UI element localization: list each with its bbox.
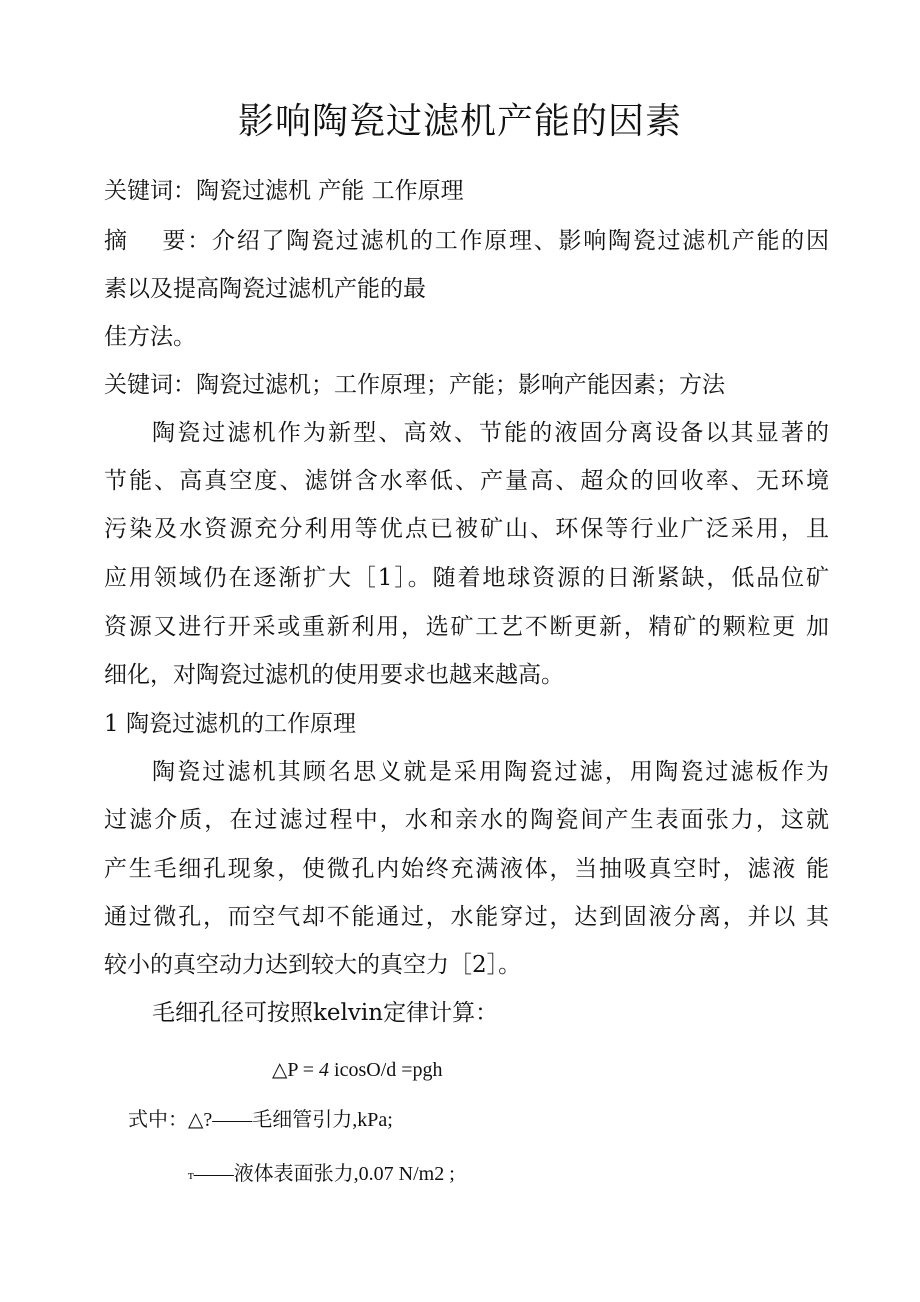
kelvin-line: 毛细孔径可按照kelvin定律计算： [152, 1000, 499, 1026]
tau-definition-text: ——液体表面张力,0.07 N/m2 ; [193, 1163, 455, 1185]
abstract-line-2: 素以及提高陶瓷过滤机产能的最 [104, 276, 426, 302]
intro-line: 资源又进行开采或重新利用，选矿工艺不断更新，精矿的颗粒更 加 [104, 614, 829, 640]
formula-part: 4 [319, 1059, 330, 1081]
abstract-line-1: 摘 要：介绍了陶瓷过滤机的工作原理、影响陶瓷过滤机产能的因 [104, 228, 829, 254]
keywords-line-2: 关键词：陶瓷过滤机；工作原理；产能；影响产能因素；方法 [104, 372, 725, 398]
document-title: 影响陶瓷过滤机产能的因素 [237, 101, 682, 142]
keywords-line-1: 关键词：陶瓷过滤机 产能 工作原理 [104, 178, 464, 204]
intro-line: 节能、高真空度、滤饼含水率低、产量高、超众的回收率、无环境 [104, 468, 829, 494]
formula-where-line: 式中：△?——毛细管引力,kPa; [128, 1109, 393, 1131]
section-line: 过滤介质，在过滤过程中，水和亲水的陶瓷间产生表面张力，这就 [104, 807, 829, 833]
abstract-line-3: 佳方法。 [104, 324, 196, 350]
intro-line: 细化，对陶瓷过滤机的使用要求也越来越高。 [104, 662, 564, 688]
section-line: 产生毛细孔现象，使微孔内始终充满液体，当抽吸真空时，滤液 能 [104, 856, 829, 882]
section-heading: 1 陶瓷过滤机的工作原理 [104, 711, 356, 737]
intro-line: 应用领域仍在逐渐扩大［1］。随着地球资源的日渐紧缺，低品位矿 [104, 565, 829, 591]
kelvin-formula [272, 1056, 443, 1084]
tau-definition-line [188, 1160, 455, 1189]
section-line: 陶瓷过滤机其顾名思义就是采用陶瓷过滤，用陶瓷过滤板作为 [152, 759, 829, 785]
tau-symbol: т [188, 1167, 194, 1182]
section-line: 较小的真空动力达到较大的真空力［2］。 [104, 952, 522, 978]
intro-line: 陶瓷过滤机作为新型、高效、节能的液固分离设备以其显著的 [152, 420, 829, 446]
formula-part: icosO/d =pgh [334, 1059, 443, 1081]
intro-line: 污染及水资源充分利用等优点已被矿山、环保等行业广泛采用，且 [104, 516, 829, 542]
section-line: 通过微孔，而空气却不能通过，水能穿过，达到固液分离，并以 其 [104, 904, 829, 930]
formula-part: △P = [272, 1059, 315, 1081]
